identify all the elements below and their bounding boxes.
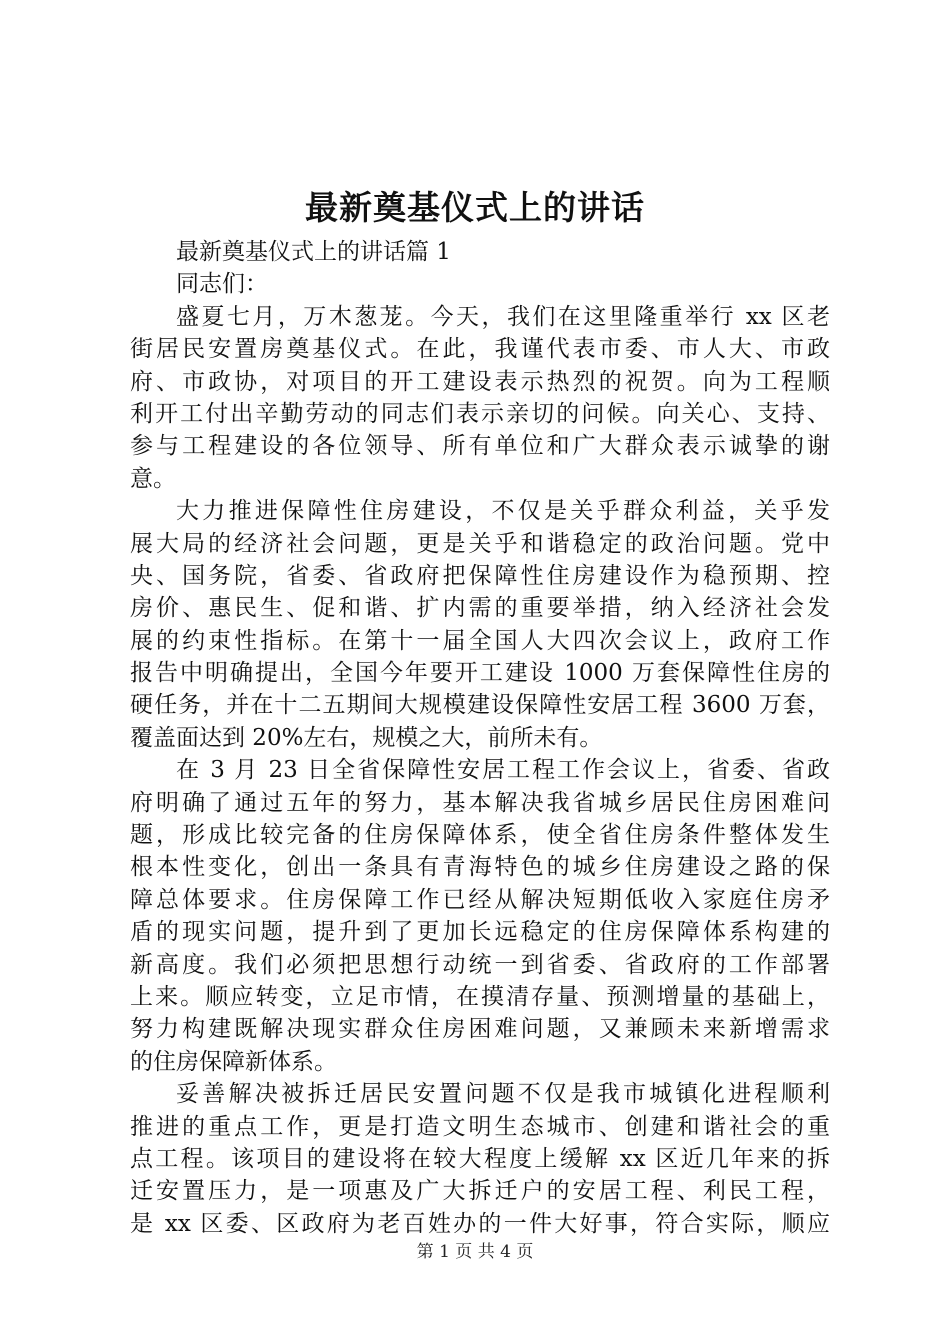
body-text [130, 236, 830, 1240]
text-line: 房价、惠民生、促和谐、扩内需的重要举措，纳入经济社会发 [130, 595, 830, 622]
text-line: 点工程。该项目的建设将在较大程度上缓解 xx 区近几年来的拆 [130, 1145, 830, 1172]
text-line: 利开工付出辛勤劳动的同志们表示亲切的问候。向关心、支持、 [130, 400, 830, 427]
text-line: 努力构建既解决现实群众住房困难问题，又兼顾未来新增需求 [130, 1016, 830, 1043]
text-line: 府、市政协，对项目的开工建设表示热烈的祝贺。向为工程顺 [130, 368, 830, 395]
text-line: 上来。顺应转变，立足市情，在摸清存量、预测增量的基础上， [130, 983, 830, 1010]
text-line: 央、国务院，省委、省政府把保障性住房建设作为稳预期、控 [130, 562, 830, 589]
text-line: 同志们： [176, 271, 268, 298]
text-line: 盛夏七月，万木葱茏。今天，我们在这里隆重举行 xx 区老 [176, 303, 830, 330]
text-line: 最新奠基仪式上的讲话篇 1 [176, 239, 451, 265]
text-line: 新高度。我们必须把思想行动统一到省委、省政府的工作部署 [130, 951, 830, 978]
text-line: 覆盖面达到 20%左右，规模之大，前所未有。 [130, 724, 603, 751]
text-line: 意。 [130, 465, 176, 492]
text-line: 推进的重点工作，更是打造文明生态城市、创建和谐社会的重 [130, 1113, 830, 1140]
text-line: 在 3 月 23 日全省保障性安居工程工作会议上，省委、省政 [176, 757, 830, 784]
text-line: 大力推进保障性住房建设，不仅是关乎群众利益，关乎发 [176, 498, 830, 525]
text-line: 府明确了通过五年的努力，基本解决我省城乡居民住房困难问 [130, 789, 830, 816]
text-line: 的住房保障新体系。 [130, 1048, 337, 1075]
page-footer: 第 1 页 共 4 页 [416, 1242, 534, 1262]
text-line: 妥善解决被拆迁居民安置问题不仅是我市城镇化进程顺利 [176, 1081, 830, 1108]
text-line: 根本性变化，创出一条具有青海特色的城乡住房建设之路的保 [130, 854, 830, 881]
text-line: 是 xx 区委、区政府为老百姓办的一件大好事，符合实际，顺应 [130, 1210, 830, 1237]
text-line: 街居民安置房奠基仪式。在此，我谨代表市委、市人大、市政 [130, 336, 830, 363]
text-line: 展的约束性指标。在第十一届全国人大四次会议上，政府工作 [130, 627, 830, 654]
text-line: 参与工程建设的各位领导、所有单位和广大群众表示诚挚的谢 [130, 433, 830, 460]
text-line: 硬任务，并在十二五期间大规模建设保障性安居工程 3600 万套， [130, 692, 830, 719]
text-line: 障总体要求。住房保障工作已经从解决短期低收入家庭住房矛 [130, 886, 830, 913]
text-line: 展大局的经济社会问题，更是关乎和谐稳定的政治问题。党中 [130, 530, 830, 557]
page-title: 最新奠基仪式上的讲话 [305, 188, 645, 227]
text-line: 盾的现实问题，提升到了更加长远稳定的住房保障体系构建的 [130, 919, 830, 946]
text-line: 迁安置压力，是一项惠及广大拆迁户的安居工程、利民工程， [130, 1178, 830, 1205]
text-line: 报告中明确提出，全国今年要开工建设 1000 万套保障性住房的 [130, 660, 830, 687]
text-line: 题，形成比较完备的住房保障体系，使全省住房条件整体发生 [130, 822, 830, 849]
